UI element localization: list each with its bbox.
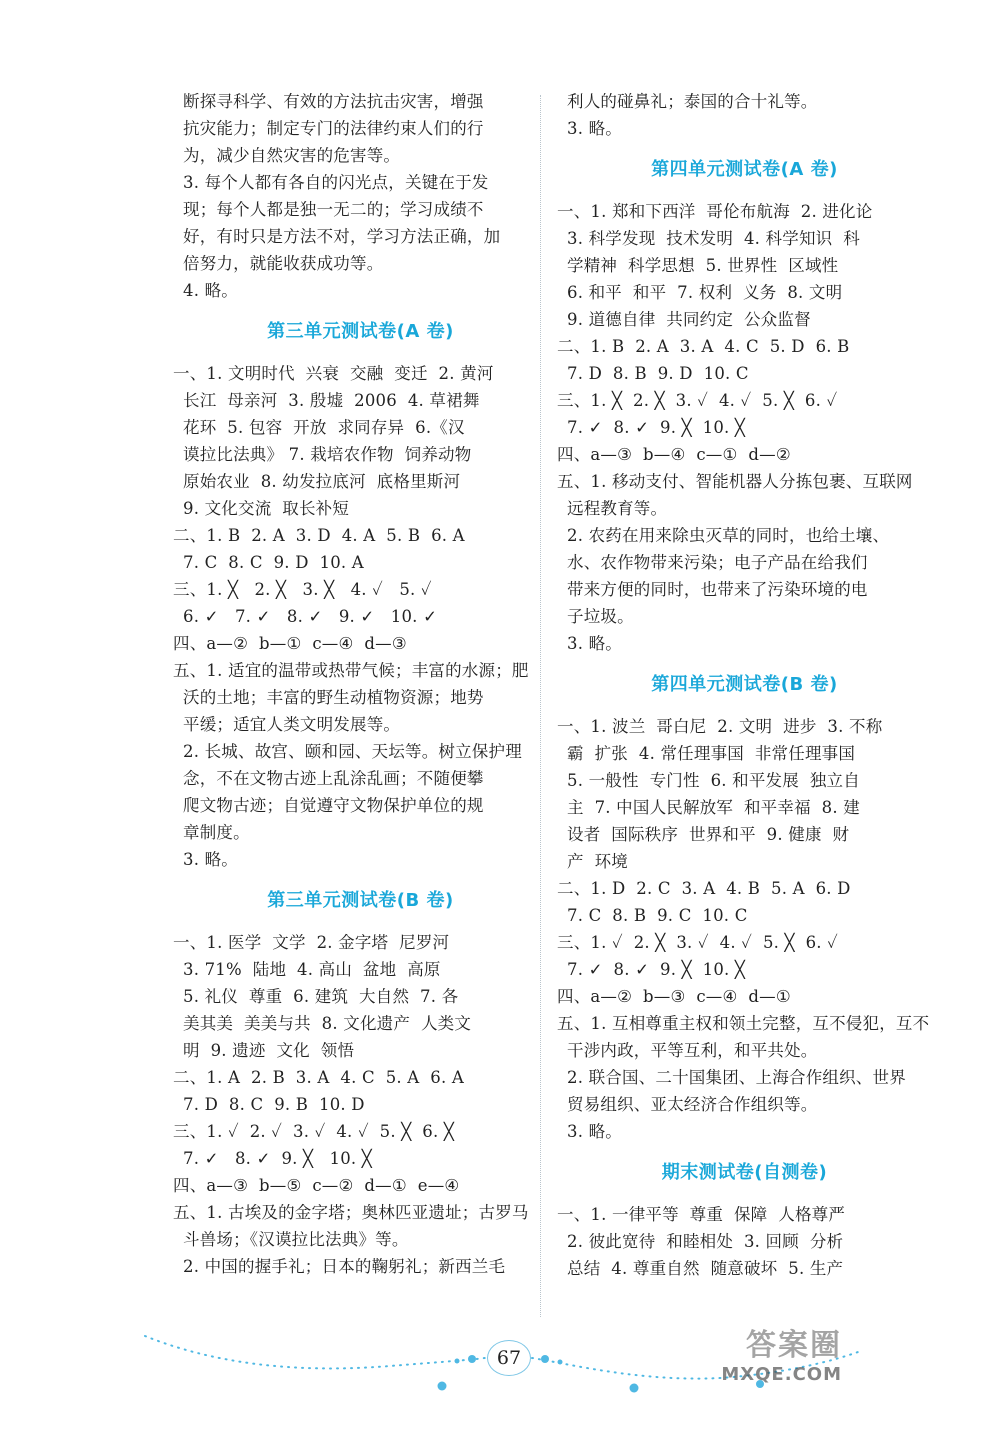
answer-line: 谟拉比法典》 7. 栽培农作物 饲养动物 — [183, 445, 472, 464]
answer-line: 3. 每个人都有各自的闪光点，关键在于发 — [183, 173, 489, 192]
answer-line: 利人的碰鼻礼；泰国的合十礼等。 — [567, 92, 818, 111]
answer-line: 7. C 8. C 9. D 10. A — [183, 553, 364, 572]
answer-line: 3. 科学发现 技术发明 4. 科学知识 科 — [567, 229, 860, 248]
answer-line: 霸 扩张 4. 常任理事国 非常任理事国 — [567, 744, 856, 763]
answer-line: 平缓；适宜人类文明发展等。 — [183, 715, 401, 734]
answer-line: 9. 文化交流 取长补短 — [183, 499, 350, 518]
answer-line: 三、1. ╳ 2. ╳ 3. ✓ 4. ✓ 5. ╳ 6. ✓ — [557, 391, 838, 410]
answer-line: 一、1. 一律平等 尊重 保障 人格尊严 — [557, 1205, 846, 1224]
answer-line: 二、1. B 2. A 3. A 4. C 5. D 6. B — [557, 337, 850, 356]
dotted-wave-left — [145, 1336, 485, 1368]
answer-line: 6. 和平 和平 7. 权利 义务 8. 文明 — [567, 283, 843, 302]
answer-line: 抗灾能力；制定专门的法律约束人们的行 — [183, 119, 484, 138]
left-column — [173, 88, 548, 1280]
answer-line: 7. ✓ 8. ✓ 9. ╳ 10. ╳ — [183, 1149, 372, 1168]
answer-line: 原始农业 8. 幼发拉底河 底格里斯河 — [183, 472, 461, 491]
answer-line: 远程教育等。 — [567, 499, 668, 518]
dot-decoration — [558, 1360, 563, 1365]
section-title — [173, 304, 548, 360]
answer-line: 五、1. 互相尊重主权和领土完整，互不侵犯，互不 — [557, 1014, 930, 1033]
right-column — [557, 88, 932, 1282]
answer-line: 7. D 8. C 9. B 10. D — [183, 1095, 365, 1114]
answer-line: 四、a—③ b—④ c—① d—② — [557, 445, 791, 464]
answer-line: 带来方便的同时，也带来了污染环境的电 — [567, 580, 868, 599]
answer-line: 7. D 8. B 9. D 10. C — [567, 364, 749, 383]
answer-line: 5. 一般性 专门性 6. 和平发展 独立自 — [567, 771, 860, 790]
answer-line: 干涉内政，平等互利，和平共处。 — [567, 1041, 818, 1060]
answer-line: 二、1. A 2. B 3. A 4. C 5. A 6. A — [173, 1068, 464, 1087]
section-title — [557, 142, 932, 198]
answer-line: 五、1. 移动支付、智能机器人分拣包裹、互联网 — [557, 472, 913, 491]
answer-line: 主 7. 中国人民解放军 和平幸福 8. 建 — [567, 798, 860, 817]
answer-line: 一、1. 医学 文学 2. 金字塔 尼罗河 — [173, 933, 450, 952]
watermark-logo — [692, 1320, 842, 1390]
answer-line: 明 9. 遗迹 文化 领悟 — [183, 1041, 355, 1060]
section-title-text: 第三单元测试卷(A 卷) — [267, 321, 454, 342]
answer-line: 斗兽场；《汉谟拉比法典》等。 — [183, 1230, 409, 1249]
section-title-text: 第四单元测试卷(B 卷) — [651, 674, 838, 695]
answer-line: 沃的土地；丰富的野生动植物资源；地势 — [183, 688, 484, 707]
answer-line: 6. ✓ 7. ✓ 8. ✓ 9. ✓ 10. ✓ — [183, 607, 438, 626]
dot-decoration — [438, 1382, 447, 1391]
answer-line: 四、a—② b—③ c—④ d—① — [557, 987, 791, 1006]
answer-line: 为，减少自然灾害的危害等。 — [183, 146, 401, 165]
watermark-main: 答案圈 — [746, 1328, 842, 1363]
answer-line: 好，有时只是方法不对，学习方法正确，加 — [183, 227, 501, 246]
answer-line: 五、1. 古埃及的金字塔；奥林匹亚遗址；古罗马 — [173, 1203, 529, 1222]
answer-line: 2. 联合国、二十国集团、上海合作组织、世界 — [567, 1068, 906, 1087]
answer-line: 3. 略。 — [183, 850, 238, 869]
watermark-sub: MXQE.COM — [721, 1364, 842, 1385]
answer-line: 长江 母亲河 3. 殷墟 2006 4. 草裙舞 — [183, 391, 480, 410]
section-title-text: 期末测试卷(自测卷) — [661, 1162, 828, 1183]
answer-line: 子垃圾。 — [567, 607, 634, 626]
answer-line: 一、1. 郑和下西洋 哥伦布航海 2. 进化论 — [557, 202, 873, 221]
answer-line: 二、1. B 2. A 3. D 4. A 5. B 6. A — [173, 526, 465, 545]
answer-line: 设者 国际秩序 世界和平 9. 健康 财 — [567, 825, 850, 844]
section-title — [557, 657, 932, 713]
column-divider — [540, 95, 541, 1317]
section-title-text: 第三单元测试卷(B 卷) — [267, 890, 454, 911]
answer-line: 3. 略。 — [567, 1122, 622, 1141]
dot-decoration — [630, 1384, 639, 1393]
answer-line: 一、1. 波兰 哥白尼 2. 文明 进步 3. 不称 — [557, 717, 883, 736]
answer-line: 章制度。 — [183, 823, 250, 842]
dot-decoration — [541, 1355, 549, 1363]
answer-line: 爬文物古迹；自觉遵守文物保护单位的规 — [183, 796, 484, 815]
answer-line: 3. 略。 — [567, 634, 622, 653]
answer-line: 花环 5. 包容 开放 求同存异 6.《汉 — [183, 418, 465, 437]
answer-line: 水、农作物带来污染；电子产品在给我们 — [567, 553, 868, 572]
answer-line: 学精神 科学思想 5. 世界性 区域性 — [567, 256, 839, 275]
answer-line: 2. 中国的握手礼；日本的鞠躬礼；新西兰毛 — [183, 1257, 506, 1276]
answer-line: 2. 彼此宽待 和睦相处 3. 回顾 分析 — [567, 1232, 844, 1251]
answer-line: 倍努力，就能收获成功等。 — [183, 254, 384, 273]
dot-decoration — [455, 1359, 460, 1364]
answer-line: 二、1. D 2. C 3. A 4. B 5. A 6. D — [557, 879, 851, 898]
answer-line: 总结 4. 尊重自然 随意破坏 5. 生产 — [567, 1259, 844, 1278]
answer-line: 7. ✓ 8. ✓ 9. ╳ 10. ╳ — [567, 960, 746, 979]
dot-decoration — [468, 1355, 476, 1363]
answer-line: 9. 道德自律 共同约定 公众监督 — [567, 310, 811, 329]
answer-line: 断探寻科学、有效的方法抗击灾害，增强 — [183, 92, 484, 111]
answer-line: 三、1. ✓ 2. ╳ 3. ✓ 4. ✓ 5. ╳ 6. ✓ — [557, 933, 839, 952]
answer-line: 四、a—② b—① c—④ d—③ — [173, 634, 407, 653]
answer-line: 贸易组织、亚太经济合作组织等。 — [567, 1095, 818, 1114]
answer-line: 现；每个人都是独一无二的；学习成绩不 — [183, 200, 484, 219]
page-number: 67 — [487, 1340, 531, 1376]
answer-line: 2. 长城、故宫、颐和园、天坛等。树立保护理 — [183, 742, 522, 761]
section-title — [557, 1145, 932, 1201]
answer-line: 念，不在文物古迹上乱涂乱画；不随便攀 — [183, 769, 484, 788]
answer-line: 3. 71% 陆地 4. 高山 盆地 高原 — [183, 960, 441, 979]
answer-line: 7. C 8. B 9. C 10. C — [567, 906, 748, 925]
answer-line: 三、1. ╳ 2. ╳ 3. ╳ 4. ✓ 5. ✓ — [173, 580, 432, 599]
section-title — [173, 873, 548, 929]
page-footer — [140, 1322, 860, 1402]
section-title-text: 第四单元测试卷(A 卷) — [651, 159, 838, 180]
answer-line: 五、1. 适宜的温带或热带气候；丰富的水源；肥 — [173, 661, 529, 680]
answer-line: 5. 礼仪 尊重 6. 建筑 大自然 7. 各 — [183, 987, 459, 1006]
answer-line: 7. ✓ 8. ✓ 9. ╳ 10. ╳ — [567, 418, 746, 437]
answer-line: 四、a—③ b—⑤ c—② d—① e—④ — [173, 1176, 460, 1195]
answer-line: 产 环境 — [567, 852, 628, 871]
answer-line: 一、1. 文明时代 兴衰 交融 变迁 2. 黄河 — [173, 364, 494, 383]
answer-line: 3. 略。 — [567, 119, 622, 138]
answer-line: 三、1. ✓ 2. ✓ 3. ✓ 4. ✓ 5. ╳ 6. ╳ — [173, 1122, 455, 1141]
answer-line: 2. 农药在用来除虫灭草的同时，也给土壤、 — [567, 526, 890, 545]
answer-line: 4. 略。 — [183, 281, 238, 300]
answer-line: 美其美 美美与共 8. 文化遗产 人类文 — [183, 1014, 472, 1033]
